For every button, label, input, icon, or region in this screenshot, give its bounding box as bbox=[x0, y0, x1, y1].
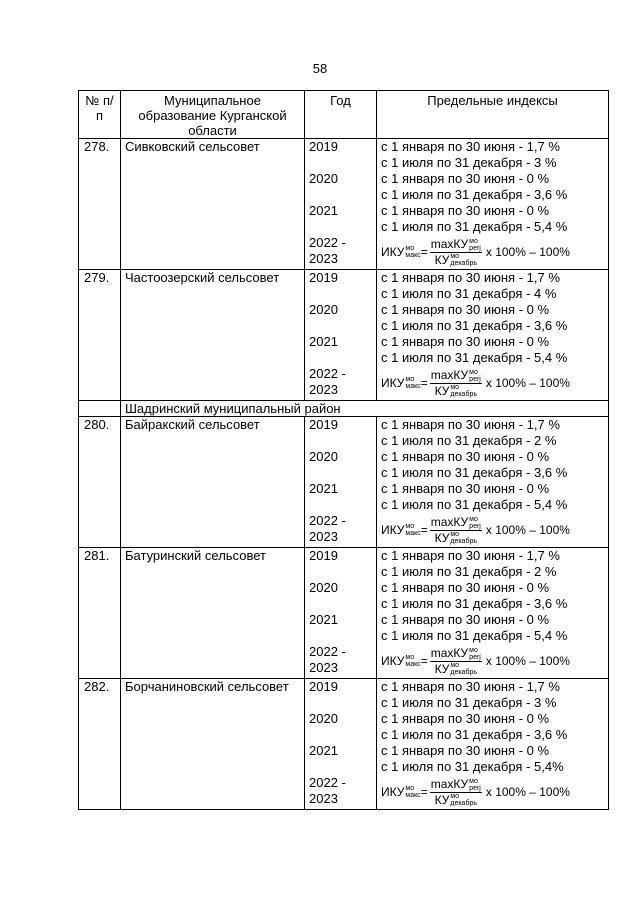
table-row bbox=[79, 679, 609, 810]
index-line: с 1 июля по 31 декабря - 5,4% bbox=[381, 759, 564, 774]
year-value: 2020 bbox=[309, 171, 338, 186]
year-cell bbox=[305, 548, 377, 679]
formula-den-sup: мо bbox=[450, 531, 460, 539]
year-value: 2020 bbox=[309, 302, 338, 317]
row-number: 278. bbox=[79, 139, 121, 270]
formula-den-sub: декабрь bbox=[450, 538, 477, 546]
row-number: 279. bbox=[79, 270, 121, 401]
formula-lhs-indices bbox=[405, 785, 420, 799]
formula-denominator bbox=[435, 253, 477, 268]
year-value: 2019 bbox=[309, 139, 338, 154]
formula-den-base: КУ bbox=[434, 530, 450, 545]
index-line: с 1 июля по 31 декабря - 5,4 % bbox=[381, 350, 568, 365]
year-value: 2021 bbox=[309, 743, 338, 758]
formula-num-base: maxКУ bbox=[430, 645, 469, 660]
formula-lhs-sub: макс bbox=[405, 792, 421, 799]
formula-den-sub: декабрь bbox=[450, 800, 477, 808]
formula bbox=[381, 645, 604, 677]
index-line: с 1 июля по 31 декабря - 2 % bbox=[381, 564, 557, 579]
formula-den-sub: декабрь bbox=[450, 391, 477, 399]
formula-num-sup: мо bbox=[469, 646, 478, 654]
table-row bbox=[79, 139, 609, 270]
year-value: 2022 - 2023 bbox=[309, 644, 346, 675]
formula-num-sub: perj bbox=[469, 522, 481, 530]
formula-lhs-sup: мо bbox=[405, 654, 415, 661]
index-line: с 1 июля по 31 декабря - 3,6 % bbox=[381, 187, 568, 202]
year-value: 2021 bbox=[309, 334, 338, 349]
year-value: 2019 bbox=[309, 417, 338, 432]
formula-tail: x 100% – 100% bbox=[485, 523, 570, 537]
formula-equals: = bbox=[420, 654, 428, 668]
year-value: 2022 - 2023 bbox=[309, 775, 346, 806]
index-line: с 1 июля по 31 декабря - 3,6 % bbox=[381, 318, 568, 333]
district-row bbox=[79, 401, 609, 417]
formula-tail: x 100% – 100% bbox=[485, 376, 570, 390]
header-indexes: Предельные индексы bbox=[377, 91, 609, 139]
page-number: 58 bbox=[312, 61, 328, 76]
formula bbox=[381, 236, 604, 268]
formula-lhs-sup: мо bbox=[405, 785, 415, 792]
formula-den-indices bbox=[450, 253, 477, 267]
formula bbox=[381, 776, 604, 808]
formula-fraction bbox=[430, 777, 482, 808]
index-line: с 1 января по 30 июня - 0 % bbox=[381, 481, 550, 496]
formula-num-sub: perj bbox=[469, 653, 481, 661]
formula-den-indices bbox=[450, 793, 477, 807]
index-line: с 1 января по 30 июня - 1,7 % bbox=[381, 417, 560, 432]
index-line: с 1 января по 30 июня - 1,7 % bbox=[381, 548, 560, 563]
index-line: с 1 января по 30 июня - 0 % bbox=[381, 334, 550, 349]
index-line: с 1 июля по 31 декабря - 4 % bbox=[381, 286, 557, 301]
indexes-cell bbox=[377, 417, 609, 548]
formula-den-indices bbox=[450, 662, 477, 676]
formula-tail: x 100% – 100% bbox=[485, 785, 570, 799]
index-line: с 1 января по 30 июня - 1,7 % bbox=[381, 139, 560, 154]
formula-equals: = bbox=[420, 785, 428, 799]
formula-tail: x 100% – 100% bbox=[485, 245, 570, 259]
table-body bbox=[79, 139, 609, 810]
formula-den-base: КУ bbox=[434, 252, 450, 267]
formula-lhs-sub: макс bbox=[405, 661, 421, 668]
formula-fraction bbox=[430, 237, 482, 268]
formula-equals: = bbox=[420, 376, 428, 390]
formula-lhs: ИКУ bbox=[381, 245, 405, 259]
formula-num-sub: perj bbox=[469, 375, 481, 383]
indexes-cell bbox=[377, 270, 609, 401]
formula-den-indices bbox=[450, 384, 477, 398]
index-line: с 1 июля по 31 декабря - 5,4 % bbox=[381, 219, 568, 234]
index-line: с 1 июля по 31 декабря - 3,6 % bbox=[381, 465, 568, 480]
formula-lhs-sup: мо bbox=[405, 523, 415, 530]
formula-numerator bbox=[430, 237, 482, 253]
index-line: с 1 января по 30 июня - 0 % bbox=[381, 612, 550, 627]
index-line: с 1 января по 30 июня - 0 % bbox=[381, 171, 550, 186]
formula-den-indices bbox=[450, 531, 477, 545]
formula-fraction bbox=[430, 646, 482, 677]
index-line: с 1 июля по 31 декабря - 3 % bbox=[381, 155, 557, 170]
formula-num-base: maxКУ bbox=[430, 367, 469, 382]
year-value: 2019 bbox=[309, 679, 338, 694]
formula-lhs-indices bbox=[405, 376, 420, 390]
formula-den-sup: мо bbox=[450, 662, 460, 670]
year-value: 2019 bbox=[309, 548, 338, 563]
formula-fraction bbox=[430, 515, 482, 546]
formula-den-sup: мо bbox=[450, 384, 460, 392]
formula-denominator bbox=[435, 662, 477, 677]
year-value: 2022 - 2023 bbox=[309, 235, 346, 266]
formula-tail: x 100% – 100% bbox=[485, 654, 570, 668]
district-name: Шадринский муниципальный район bbox=[121, 401, 609, 417]
row-number: 280. bbox=[79, 417, 121, 548]
formula-lhs-sup: мо bbox=[405, 245, 415, 252]
index-line: с 1 января по 30 июня - 0 % bbox=[381, 203, 550, 218]
formula-den-base: КУ bbox=[434, 792, 450, 807]
formula-den-sub: декабрь bbox=[450, 669, 477, 677]
index-line: с 1 июля по 31 декабря - 3,6 % bbox=[381, 596, 568, 611]
formula-lhs: ИКУ bbox=[381, 785, 405, 799]
index-line: с 1 января по 30 июня - 1,7 % bbox=[381, 270, 560, 285]
year-value: 2021 bbox=[309, 612, 338, 627]
index-line: с 1 января по 30 июня - 0 % bbox=[381, 302, 550, 317]
formula-denominator bbox=[435, 384, 477, 399]
index-line: с 1 июля по 31 декабря - 5,4 % bbox=[381, 497, 568, 512]
district-empty-cell bbox=[79, 401, 121, 417]
formula-den-sub: декабрь bbox=[450, 260, 477, 268]
formula-num-indices bbox=[469, 516, 481, 530]
formula-num-sub: perj bbox=[469, 784, 481, 792]
formula-num-indices bbox=[469, 369, 481, 383]
formula-num-sup: мо bbox=[469, 237, 478, 245]
table-row bbox=[79, 417, 609, 548]
index-line: с 1 июля по 31 декабря - 2 % bbox=[381, 433, 557, 448]
header-year: Год bbox=[305, 91, 377, 139]
municipality-name: Частоозерский сельсовет bbox=[121, 270, 305, 401]
year-value: 2019 bbox=[309, 270, 338, 285]
formula-equals: = bbox=[420, 245, 428, 259]
formula-lhs-indices bbox=[405, 523, 420, 537]
header-row bbox=[79, 91, 609, 139]
formula-lhs-sub: макс bbox=[405, 252, 421, 259]
formula-num-base: maxКУ bbox=[430, 514, 469, 529]
formula-denominator bbox=[435, 531, 477, 546]
year-value: 2021 bbox=[309, 203, 338, 218]
index-line: с 1 января по 30 июня - 0 % bbox=[381, 449, 550, 464]
formula-num-indices bbox=[469, 647, 481, 661]
row-number: 282. bbox=[79, 679, 121, 810]
year-cell bbox=[305, 270, 377, 401]
index-line: с 1 июля по 31 декабря - 3 % bbox=[381, 695, 557, 710]
indexes-cell bbox=[377, 548, 609, 679]
indexes-cell bbox=[377, 139, 609, 270]
year-cell bbox=[305, 679, 377, 810]
index-line: с 1 июля по 31 декабря - 5,4 % bbox=[381, 628, 568, 643]
formula-num-sub: perj bbox=[469, 244, 481, 252]
row-number: 281. bbox=[79, 548, 121, 679]
year-value: 2020 bbox=[309, 580, 338, 595]
formula-den-sup: мо bbox=[450, 793, 460, 801]
municipality-name: Борчаниновский сельсовет bbox=[121, 679, 305, 810]
formula-numerator bbox=[430, 515, 482, 531]
limit-indexes-table bbox=[78, 90, 609, 810]
municipality-name: Сивковский сельсовет bbox=[121, 139, 305, 270]
year-value: 2022 - 2023 bbox=[309, 513, 346, 544]
index-line: с 1 января по 30 июня - 0 % bbox=[381, 580, 550, 595]
formula-num-base: maxКУ bbox=[430, 776, 469, 791]
formula-lhs-sub: макс bbox=[405, 383, 421, 390]
year-value: 2020 bbox=[309, 711, 338, 726]
formula-num-sup: мо bbox=[469, 515, 478, 523]
index-line: с 1 января по 30 июня - 0 % bbox=[381, 711, 550, 726]
table-row bbox=[79, 270, 609, 401]
table-row bbox=[79, 548, 609, 679]
year-cell bbox=[305, 417, 377, 548]
formula-lhs-indices bbox=[405, 245, 420, 259]
municipality-name: Батуринский сельсовет bbox=[121, 548, 305, 679]
formula-num-indices bbox=[469, 238, 481, 252]
index-line: с 1 июля по 31 декабря - 3,6 % bbox=[381, 727, 568, 742]
indexes-cell bbox=[377, 679, 609, 810]
formula-lhs-sup: мо bbox=[405, 376, 415, 383]
year-value: 2020 bbox=[309, 449, 338, 464]
formula bbox=[381, 514, 604, 546]
formula-lhs-indices bbox=[405, 654, 420, 668]
year-value: 2021 bbox=[309, 481, 338, 496]
formula-numerator bbox=[430, 646, 482, 662]
formula-lhs: ИКУ bbox=[381, 654, 405, 668]
header-num: № п/п bbox=[79, 91, 121, 139]
formula-denominator bbox=[435, 793, 477, 808]
year-cell bbox=[305, 139, 377, 270]
municipality-name: Байракский сельсовет bbox=[121, 417, 305, 548]
index-line: с 1 января по 30 июня - 1,7 % bbox=[381, 679, 560, 694]
formula-numerator bbox=[430, 368, 482, 384]
formula-lhs-sub: макс bbox=[405, 530, 421, 537]
formula-num-indices bbox=[469, 778, 481, 792]
formula-num-sup: мо bbox=[469, 368, 478, 376]
formula-den-base: КУ bbox=[434, 661, 450, 676]
formula-lhs: ИКУ bbox=[381, 523, 405, 537]
formula-num-sup: мо bbox=[469, 777, 478, 785]
formula-numerator bbox=[430, 777, 482, 793]
formula bbox=[381, 367, 604, 399]
formula-den-base: КУ bbox=[434, 383, 450, 398]
header-municipality: Муниципальное образование Курганской области bbox=[121, 91, 305, 139]
formula-lhs: ИКУ bbox=[381, 376, 405, 390]
formula-fraction bbox=[430, 368, 482, 399]
index-line: с 1 января по 30 июня - 0 % bbox=[381, 743, 550, 758]
formula-den-sup: мо bbox=[450, 253, 460, 261]
year-value: 2022 - 2023 bbox=[309, 366, 346, 397]
formula-equals: = bbox=[420, 523, 428, 537]
formula-num-base: maxКУ bbox=[430, 236, 469, 251]
